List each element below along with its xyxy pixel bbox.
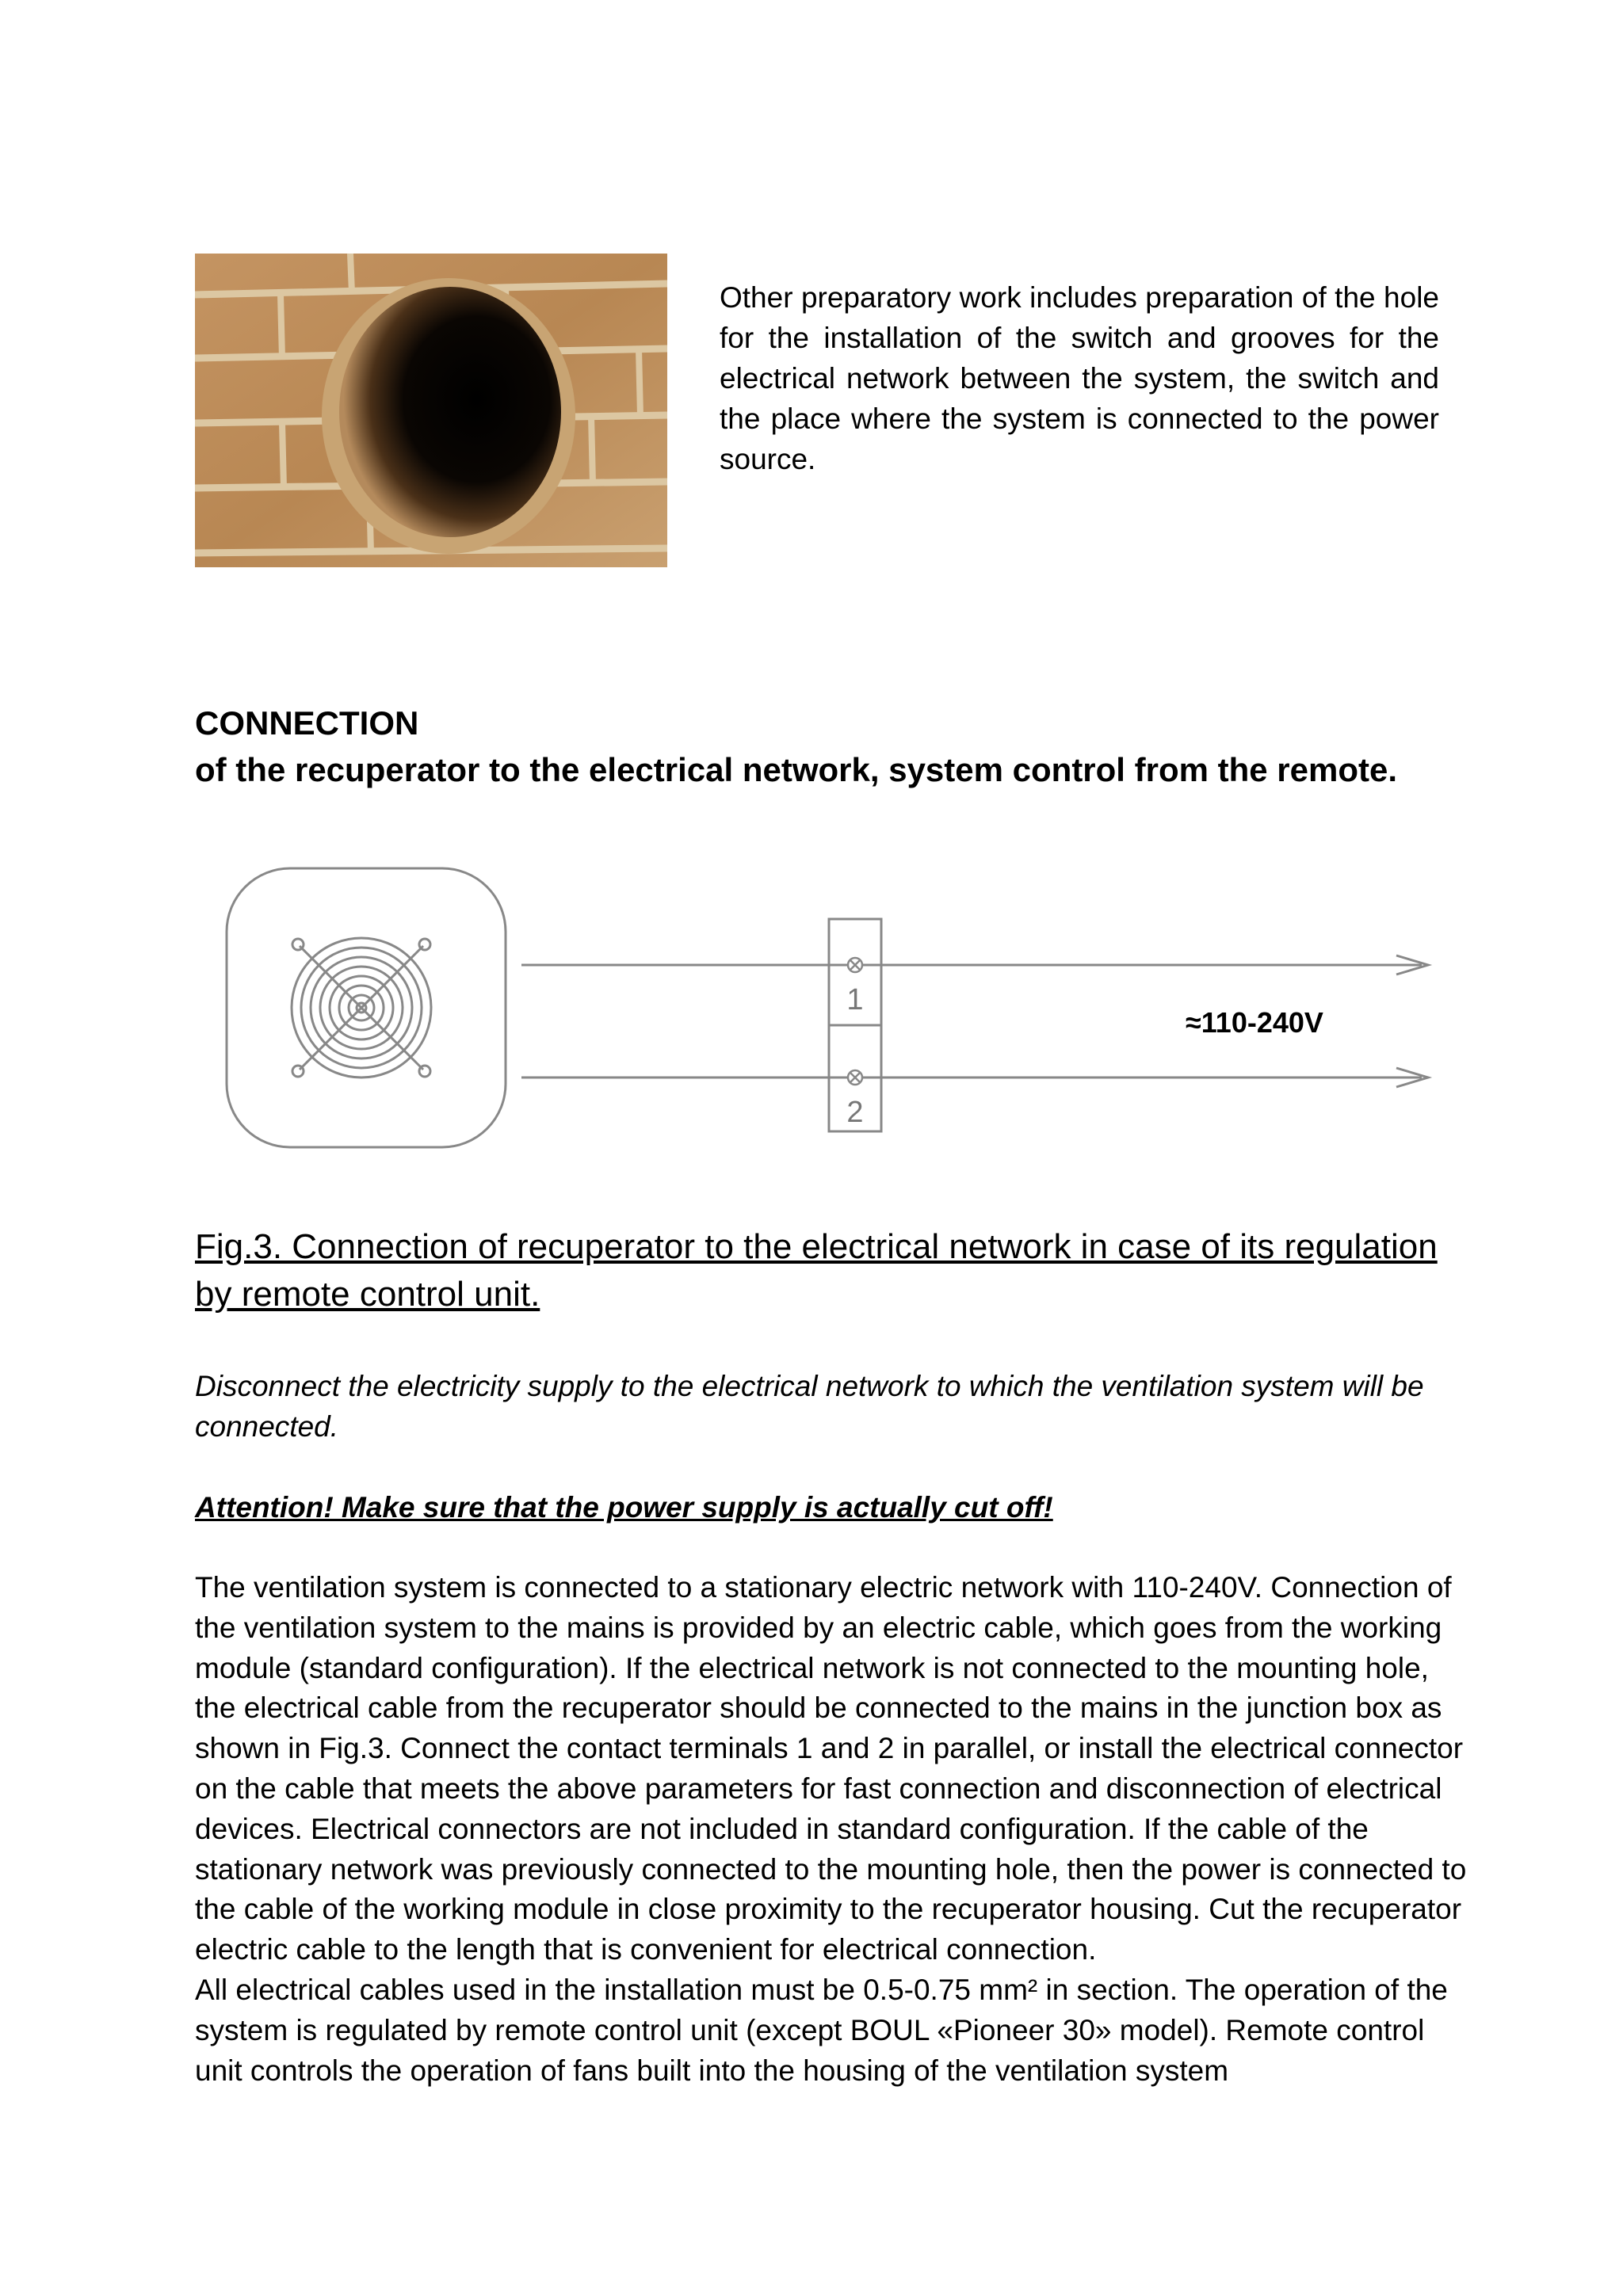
- wiring-diagram: [195, 840, 1463, 1173]
- terminal-1-label: 1: [846, 983, 864, 1016]
- body-paragraph-2: All electrical cables used in the installation must be 0.5-0.75 mm² in section. The operation of the system is regulated by remote control unit (except BOUL «Pioneer 30» model). Remote control unit controls the operation of fans built into the housing of the ventilation system: [195, 1973, 1448, 2087]
- terminal-2-label: 2: [846, 1096, 864, 1129]
- section-subheading: of the recuperator to the electrical network, system control from the remote.: [195, 751, 1398, 788]
- body-text: [195, 1568, 1471, 2091]
- attention-warning: Attention! Make sure that the power supply is actually cut off!: [195, 1491, 1053, 1524]
- figure-caption: Fig.3. Connection of recuperator to the electrical network in case of its regulation by remote control unit.: [195, 1227, 1438, 1314]
- recuperator-unit-icon: [227, 868, 506, 1147]
- disconnect-note: Disconnect the electricity supply to the electrical network to which the ventilation system will be connected.: [195, 1370, 1424, 1443]
- intro-paragraph: Other preparatory work includes preparation of the hole for the installation of the switch and grooves for the electrical network between the system, the switch and the place where the system is connected to the power source.: [720, 281, 1439, 475]
- wall-hole-photo: [195, 254, 667, 567]
- body-paragraph-1: The ventilation system is connected to a stationary electric network with 110-240V. Connection of the ventilation system to the mains is provided by an electric cable, which goes from the working module (standard configuration). If the electrical network is not connected to the mounting hole, the electrical cable from the recuperator should be connected to the mains in the junction box as shown in Fig.3. Connect the contact terminals 1 and 2 in parallel, or install the electrical connector on the cable that meets the above parameters for fast connection and disconnection of electrical devices. Electrical connectors are not included in standard configuration. If the cable of the stationary network was previously connected to the mounting hole, then the power is connected to the cable of the working module in close proximity to the recuperator housing. Cut the recuperator electric cable to the length that is convenient for electrical connection.: [195, 1571, 1467, 1966]
- terminal-block: [829, 919, 881, 1131]
- voltage-label: ≈110-240V: [1186, 1006, 1323, 1039]
- section-heading: CONNECTION: [195, 704, 419, 742]
